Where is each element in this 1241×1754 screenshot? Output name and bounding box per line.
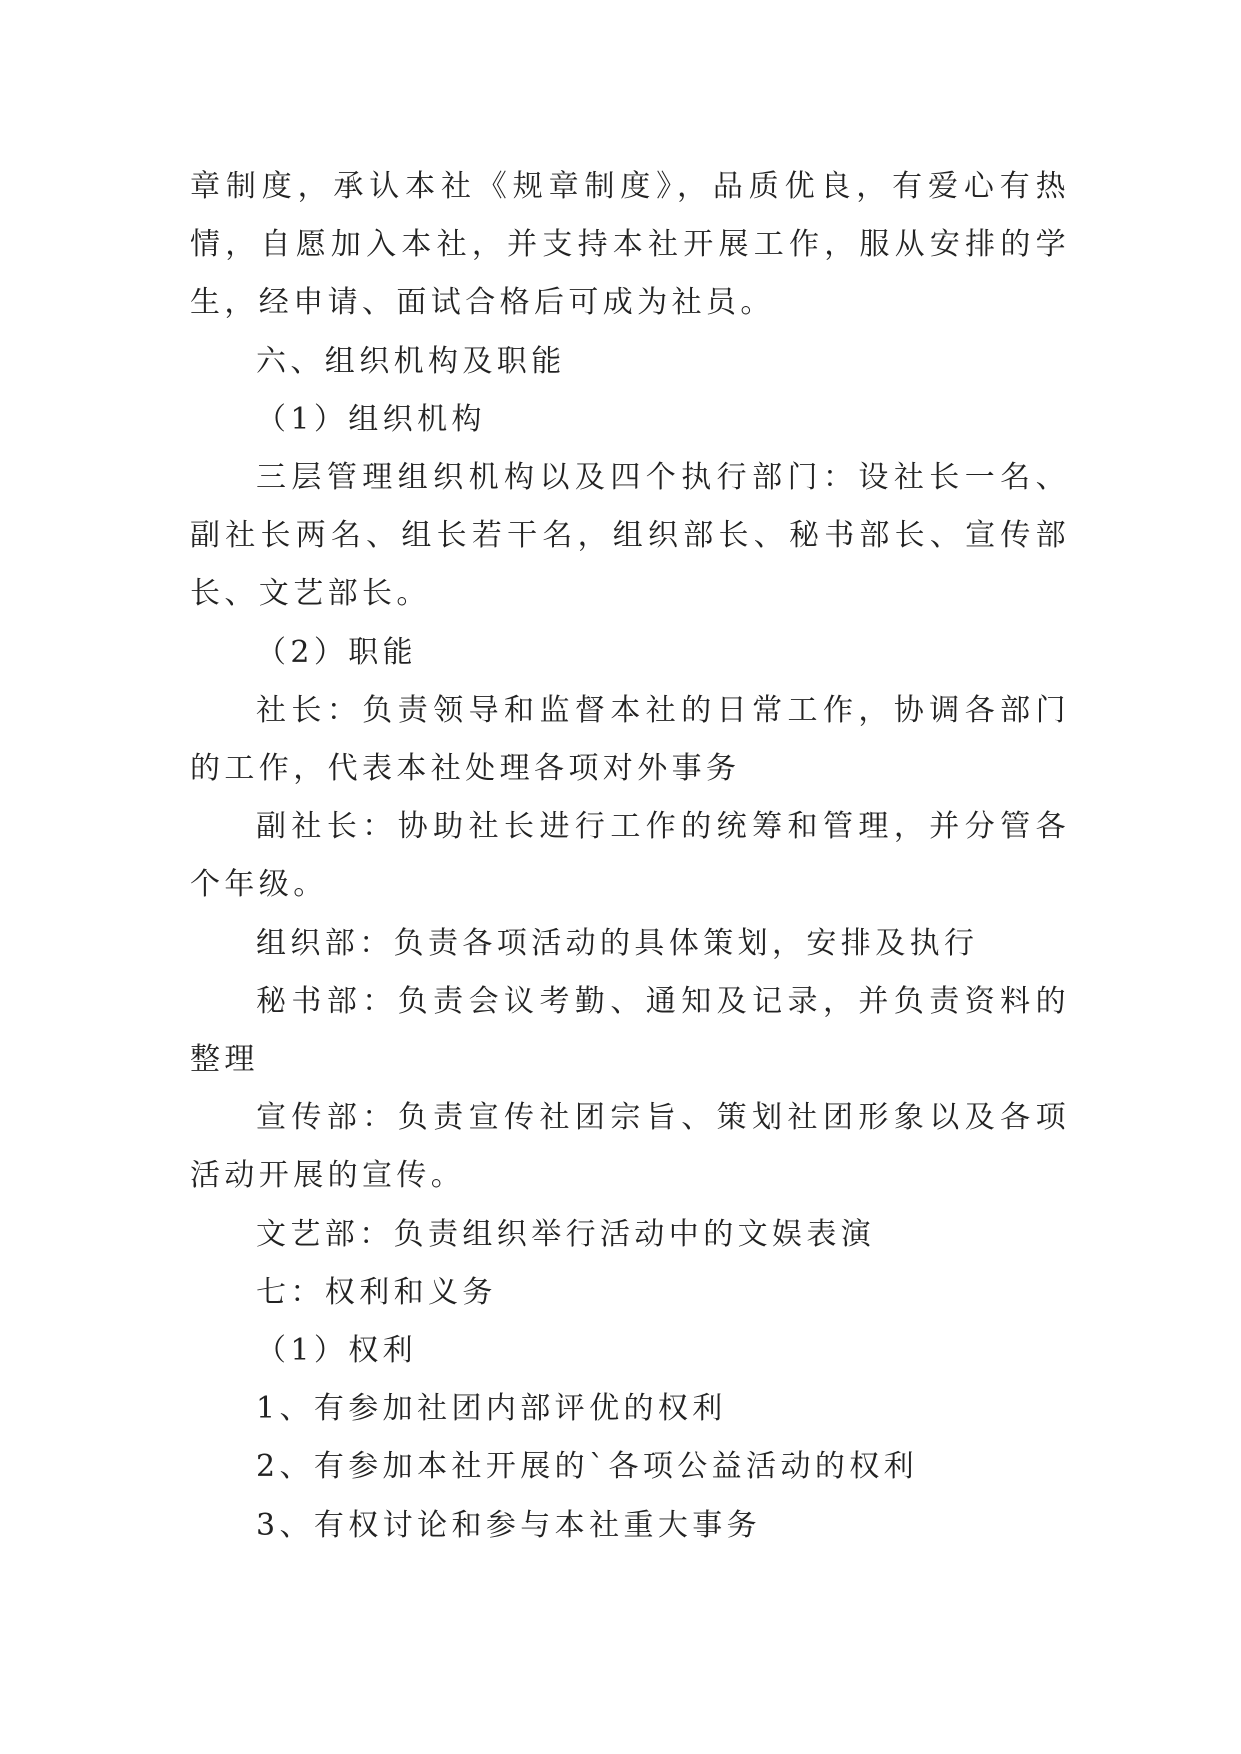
paragraph-organization-dept-duty: 组织部：负责各项活动的具体策划，安排及执行 — [256, 925, 979, 961]
list-item-right-2: 2、有参加本社开展的`各项公益活动的权利 — [256, 1449, 919, 1485]
heading-section-six: 六、组织机构及职能 — [256, 343, 566, 379]
paragraph-arts-dept-duty: 文艺部：负责组织举行活动中的文娱表演 — [256, 1216, 876, 1252]
subheading-functions: （2）职能 — [256, 634, 418, 670]
paragraph-president-duty: 社长：负责领导和监督本社的日常工作，协调各部门的工作，代表本社处理各项对外事务 — [190, 692, 1070, 787]
list-item-right-1: 1、有参加社团内部评优的权利 — [256, 1391, 727, 1427]
document-body — [190, 158, 1070, 1555]
paragraph-publicity-dept-duty: 宣传部：负责宣传社团宗旨、策划社团形象以及各项活动开展的宣传。 — [190, 1100, 1070, 1194]
paragraph-secretary-dept-duty: 秘书部：负责会议考勤、通知及记录，并负责资料的整理 — [190, 983, 1070, 1078]
paragraph-organization-structure: 三层管理组织机构以及四个执行部门：设社长一名、副社长两名、组长若干名，组织部长、秘书部长、宣传部长、文艺部长。 — [190, 460, 1070, 612]
paragraph-vice-president-duty: 副社长：协助社长进行工作的统筹和管理，并分管各个年级。 — [190, 809, 1070, 903]
heading-section-seven: 七：权利和义务 — [256, 1274, 497, 1310]
subheading-organization: （1）组织机构 — [256, 401, 486, 437]
subheading-rights: （1）权利 — [256, 1333, 418, 1369]
paragraph-membership-continued: 章制度，承认本社《规章制度》，品质优良，有爱心有热情，自愿加入本社，并支持本社开展工作，服从安排的学生，经申请、面试合格后可成为社员。 — [190, 169, 1070, 321]
list-item-right-3: 3、有权讨论和参与本社重大事务 — [256, 1507, 762, 1543]
